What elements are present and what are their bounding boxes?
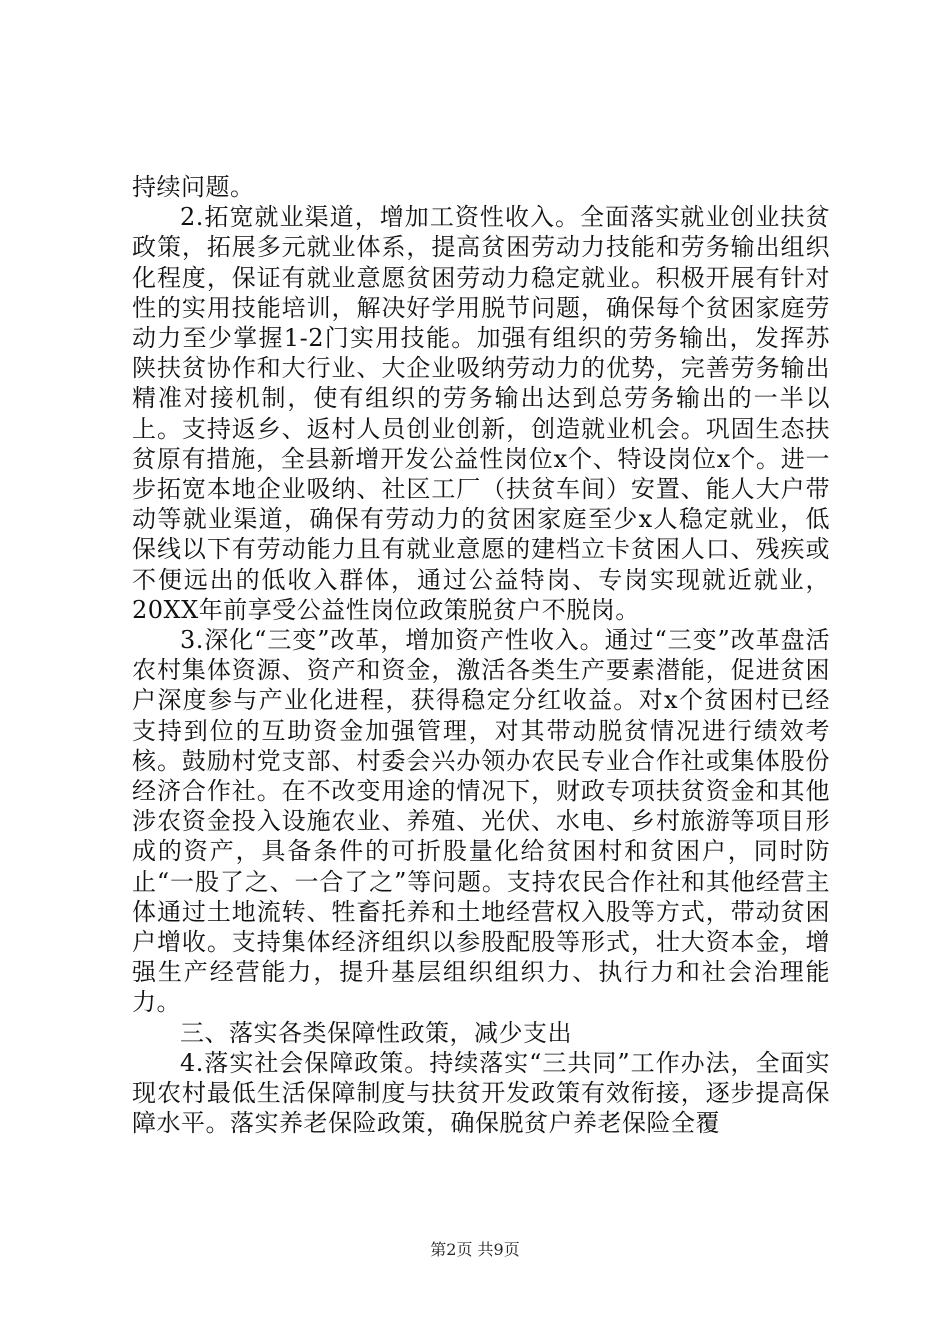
document-body <box>132 172 830 1139</box>
section-heading-three: 三、落实各类保障性政策，减少支出 <box>180 1018 572 1047</box>
paragraph-continuation: 持续问题。 <box>132 173 255 201</box>
page-number-footer: 第2页 共9页 <box>430 1240 520 1259</box>
paragraph-social-security: 4.落实社会保障政策。持续落实“三共同”工作办法，全面实现农村最低生活保障制度与扶贫开发政策有效衔接，逐步提高保障水平。落实养老保险政策，确保脱贫户养老保险全覆 <box>132 1048 830 1138</box>
paragraph-three-changes: 3.深化“三变”改革，增加资产性收入。通过“三变”改革盘活农村集体资源、资产和资金，激活各类生产要素潜能，促进贫困户深度参与产业化进程，获得稳定分红收益。对x个贫困村已经支持到位的互助资金加强管理，对其带动脱贫情况进行绩效考核。鼓励村党支部、村委会兴办领办农民专业合作社或集体股份经济合作社。在不改变用途的情况下，财政专项扶贫资金和其他涉农资金投入设施农业、养殖、光伏、水电、乡村旅游等项目形成的资产，具备条件的可折股量化给贫困村和贫困户，同时防止“一股了之、一合了之”等问题。支持农民合作社和其他经营主体通过土地流转、牲畜托养和土地经营权入股等方式，带动贫困户增收。支持集体经济组织以参股配股等形式，壮大资本金，增强生产经营能力，提升基层组织组织力、执行力和社会治理能力。 <box>132 626 830 1017</box>
paragraph-employment: 2.拓宽就业渠道，增加工资性收入。全面落实就业创业扶贫政策，拓展多元就业体系，提高贫困劳动力技能和劳务输出组织化程度，保证有就业意愿贫困劳动力稳定就业。积极开展有针对性的实用技能培训，解决好学用脱节问题，确保每个贫困家庭劳动力至少掌握1-2门实用技能。加强有组织的劳务输出，发挥苏陕扶贫协作和大行业、大企业吸纳劳动力的优势，完善劳务输出精准对接机制，使有组织的劳务输出达到总劳务输出的一半以上。支持返乡、返村人员创业创新，创造就业机会。巩固生态扶贫原有措施，全县新增开发公益性岗位x个、特设岗位x个。进一步拓宽本地企业吸纳、社区工厂（扶贫车间）安置、能人大户带动等就业渠道，确保有劳动力的贫困家庭至少x人稳定就业，低保线以下有劳动能力且有就业意愿的建档立卡贫困人口、残疾或不便远出的低收入群体，通过公益特岗、专岗实现就近就业，20XX年前享受公益性岗位政策脱贫户不脱岗。 <box>132 203 830 624</box>
